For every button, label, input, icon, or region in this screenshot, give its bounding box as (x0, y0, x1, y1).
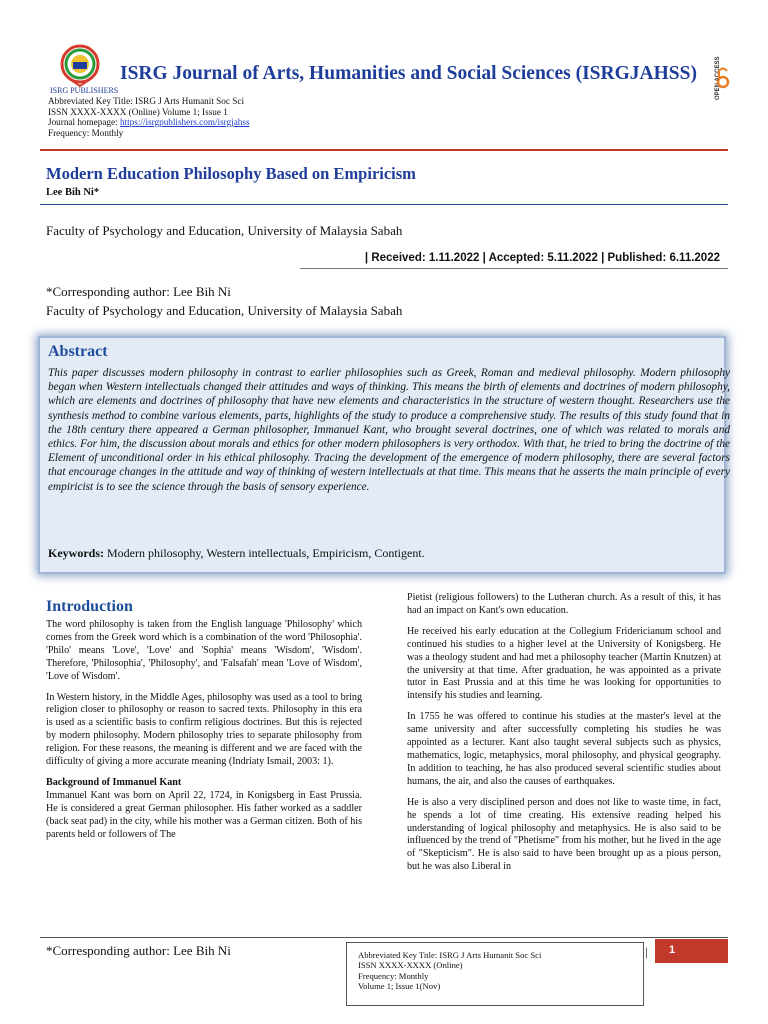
paragraph: Immanuel Kant was born on April 22, 1724, in Konigsberg in East Prussia. He is considered a great German philosopher. His father worked as a saddler (back seat pad) in the city, while his mother was a German citizen. Both of his parents held or followers of The (46, 789, 362, 840)
corresponding-author: *Corresponding author: Lee Bih Ni (46, 284, 231, 299)
paragraph: In Western history, in the Middle Ages, philosophy was used as a tool to bring religion closer to philosophy or reason to sacred texts. Philosophy in this era is used as a scientific basis to confirm religious doctrines. But this is rejected by modern philosophy. Modern philosophy tries to separate philosophy from religion. For these reasons, the meaning is different and we are faced with the difficulty of giving a more accurate meaning (Indriaty Ismail, 2003: 1). (46, 691, 362, 768)
keywords-line (48, 546, 425, 561)
paragraph: The word philosophy is taken from the English language 'Philosophy' which comes from the Greek word which is a combination of the word 'Philosophia'. 'Philo' means 'Love', 'Love' and 'Sophia' means 'Wisdom', 'Wisdom'. Therefore, 'Philosophia', 'Philosophy', and 'Falsafah' mean 'Love of Wisdom', 'Love of Wisdom'. (46, 619, 362, 682)
author-name: Lee Bih Ni* (46, 187, 100, 198)
title-divider (40, 204, 728, 205)
footer-divider (40, 937, 728, 938)
kant-heading: Background of Immanuel Kant (46, 776, 182, 788)
paragraph: He is also a very disciplined person and does not like to waste time, in fact, he spends a lot of time creating. His extensive reading helped his understanding of logical philosophy and metaphysics. He is also said to be influenced by the trend of "Phetisme" from his mother, but he lived in the age of "Skepticism". He is also said to have been brought up as a pious person, but he was also Liberal in (407, 796, 721, 873)
homepage-label: Journal homepage: (48, 117, 120, 127)
article-title: Modern Education Philosophy Based on Empiricism (46, 164, 416, 183)
right-column (407, 592, 721, 882)
keywords-list: Modern philosophy, Western intellectuals, Empiricism, Contigent. (104, 546, 425, 560)
footer-separator: | (645, 944, 648, 959)
journal-title: ISRG Journal of Arts, Humanities and Social Sciences (ISRGJAHSS) (120, 63, 697, 84)
introduction-heading: Introduction (46, 598, 133, 615)
abstract-heading: Abstract (48, 343, 108, 360)
page-number: 1 (655, 939, 728, 963)
corresponding-affiliation: Faculty of Psychology and Education, University of Malaysia Sabah (46, 303, 403, 318)
footer-corresponding: *Corresponding author: Lee Bih Ni (46, 943, 231, 958)
corresponding-block (46, 282, 402, 320)
paragraph: In 1755 he was offered to continue his studies at the master's level at the same university and after successfully completing his studies he was appointed as a lecturer. Kant also taught several subjects such as physics, mathematics, logic, metaphysics, moral philosophy, and physical geography. In addition to teaching, he has also produced several scientific studies about humans, the air, and also the causes of earthquakes. (407, 711, 721, 787)
paragraph: Pietist (religious followers) to the Lutheran church. As a result of this, it has had an impact on Kant's own education. (407, 592, 721, 616)
footer-frequency: Frequency: Monthly (358, 970, 429, 981)
open-access-icon (713, 46, 733, 110)
abstract-text: This paper discusses modern philosophy in contrast to earlier philosophies such as Greek, Roman and medieval philosophy. Modern philosophy began when Western intellectuals changed their attitudes and ways of thinking. This means the birth of elements and doctrines of modern philosophy, which are elements and doctrines of philosophy that have new elements and characteristics in the structure of western thought. Researchers use the synthesis method to combine various elements, parts, highlights of the study to produce a comprehensive study. The results of this study found that in the 18th century there appeared a German philosopher, Immanuel Kant, who brought several doctrines, one of which was related to morals and ethics. For him, the discussion about morals and ethics for other modern philosophers is very orthodox. With that, he tried to bring the doctrine of the Element of unconditional order in his ethical philosophy. Tracing the development of the emergence of modern philosophy, there are several factors that encourage changes in the attitude and way of thinking of western intellectuals at that time. This means that he asserts the main principle of every empiricist is to see the science through the basis of sensory experience. (48, 367, 730, 493)
author-affiliation: Faculty of Psychology and Education, University of Malaysia Sabah (46, 223, 403, 238)
publisher-name: ISRG PUBLISHERS (50, 86, 119, 95)
issn-line: ISSN XXXX-XXXX (Online) Volume 1; Issue 1 (48, 106, 228, 117)
frequency-line: Frequency: Monthly (48, 127, 124, 138)
footer-abbrev: Abbreviated Key Title: ISRG J Arts Humanit Soc Sci (358, 950, 542, 960)
paragraph: He received his early education at the Collegium Fridericianum school and continued his studies to a higher level at the University of Konigsberg. He was a theology student and had met a philosophy teacher (Martin Knutzen) at the university at that time. After graduation, he was appointed as a private tutor in East Prussia and at this time he was looking for opportunities to intensify his studies and learning. (407, 625, 721, 702)
footer-box-text (358, 950, 541, 991)
header-divider (40, 149, 728, 151)
keywords-label: Keywords: (48, 546, 104, 560)
isrg-logo (58, 40, 118, 90)
homepage-link[interactable]: https://isrgpublishers.com/isrgjahss (119, 117, 250, 127)
homepage-line (48, 117, 250, 128)
abbrev-title: Abbreviated Key Title: ISRG J Arts Humanit Soc Sci (48, 96, 244, 106)
footer-issn: ISSN XXXX-XXXX (Online) (358, 960, 463, 971)
dates-divider (300, 268, 728, 269)
journal-meta (48, 96, 250, 138)
open-access-text: OPEN ACCESS (715, 56, 721, 100)
footer-volume: Volume 1; Issue 1(Nov) (358, 980, 441, 991)
publication-dates: | Received: 1.11.2022 | Accepted: 5.11.2022 | Published: 6.11.2022 (364, 252, 720, 264)
left-column (46, 597, 362, 850)
